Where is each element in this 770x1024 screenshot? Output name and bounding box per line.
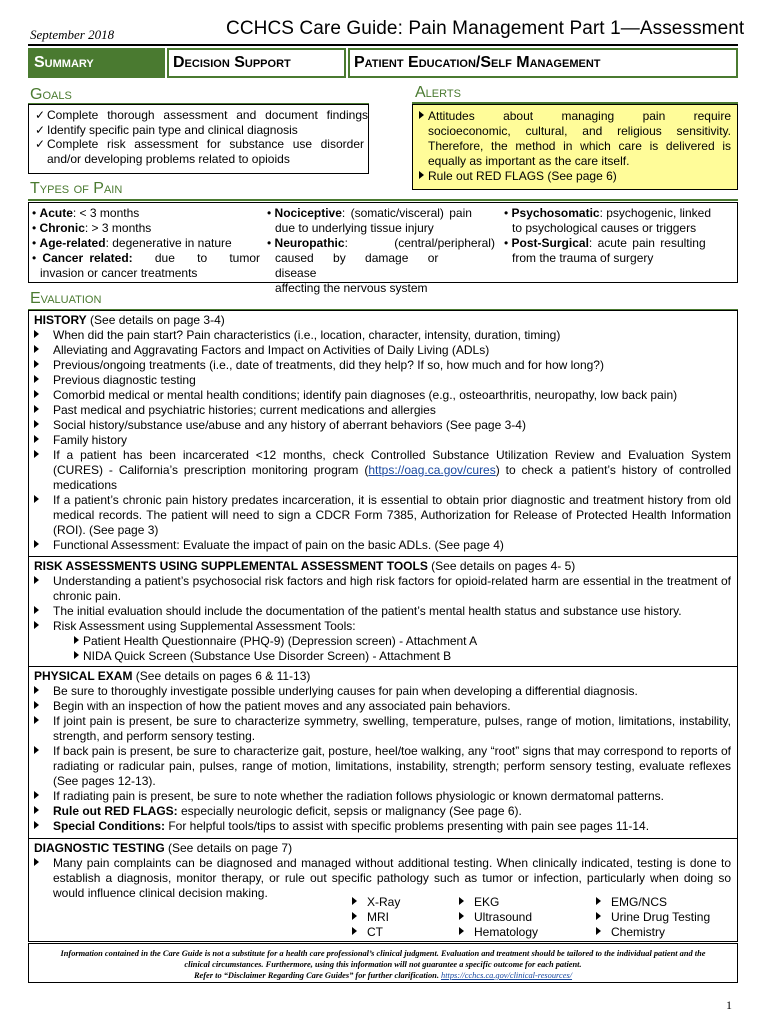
type-nociceptive: • Nociceptive: (somatic/visceral) pain [267, 206, 472, 220]
alerts-box [412, 104, 738, 190]
types-column-3 [504, 206, 736, 266]
test-item: Chemistry [596, 925, 710, 940]
bullet-arrow-icon [34, 686, 39, 694]
type-cancer: • Cancer related: due to tumor [32, 251, 260, 265]
exam-item: If radiating pain is present, be sure to note whether the radiation follows physiologic or known dermatomal patterns. [34, 789, 731, 804]
risk-section [28, 556, 738, 667]
exam-item: If back pain is present, be sure to characterize gait, posture, heel/toe walking, any “root” signs that may correspond to reports of radiating or radicular pain, pulses, range of motion, limitations, instability, strength; perform sensory testing, evaluate reflexes (See pages 12-13). [34, 744, 731, 789]
publication-date: September 2018 [30, 27, 115, 42]
risk-item: Understanding a patient’s psychosocial risk factors and high risk factors for opioid-related harm are essential in the treatment of chronic pain. [34, 574, 731, 604]
alert-item-continued: equally as important as the care itself. [428, 154, 630, 168]
bullet-arrow-icon [419, 111, 424, 119]
alerts-heading: Alerts [415, 84, 461, 101]
bullet-arrow-icon [596, 897, 601, 905]
bullet-arrow-icon [34, 606, 39, 614]
bullet-arrow-icon [34, 621, 39, 629]
exam-red-flags: Rule out RED FLAGS: especially neurologic deficit, sepsis or malignancy (See page 6). [34, 804, 731, 819]
goal-item: ✓ Identify specific pain type and clinical diagnosis [35, 122, 298, 137]
exam-section [28, 666, 738, 839]
test-item: Hematology [459, 925, 538, 940]
alert-item-continued: Therefore, the method in which care is delivered is [428, 139, 731, 153]
bullet-arrow-icon [34, 345, 39, 353]
header-divider [28, 44, 738, 46]
bullet-arrow-icon [34, 330, 39, 338]
exam-special-conditions: Special Conditions: For helpful tools/tips to assist with specific problems presenting with pain see pages 11-14. [34, 819, 731, 834]
bullet-arrow-icon [419, 171, 424, 179]
bullet-arrow-icon [34, 806, 39, 814]
clinical-resources-link[interactable]: https://cchcs.ca.gov/clinical-resources/ [441, 971, 573, 980]
test-item: Ultrasound [459, 910, 538, 925]
bullet-arrow-icon [34, 420, 39, 428]
diagnostic-tests-column-2 [459, 895, 538, 940]
bullet-arrow-icon [34, 746, 39, 754]
types-rule [28, 199, 738, 201]
diagnostic-tests-column-1 [352, 895, 400, 940]
type-neuropathic: • Neuropathic: (central/peripheral) [267, 236, 495, 250]
test-item: EKG [459, 895, 538, 910]
history-item-chronic: If a patient’s chronic pain history predates incarceration, it is essential to obtain prior diagnostic and treatment history from old medical records. The patient will need to sign a CDCR Form 7385, Authorization for Release of Protected Health Information (ROI). (See page 3) [34, 493, 731, 538]
bullet-arrow-icon [459, 897, 464, 905]
history-item: Comorbid medical or mental health conditions; identify pain diagnoses (e.g., osteoarthritis, neuropathy, low back pain) [34, 388, 731, 403]
bullet-arrow-icon [34, 375, 39, 383]
history-item: Alleviating and Aggravating Factors and Impact on Activities of Daily Living (ADLs) [34, 343, 731, 358]
goal-item-continued: and/or developing problems related to opioids [47, 151, 290, 166]
exam-title: PHYSICAL EXAM (See details on pages 6 & 11-13) [34, 669, 311, 683]
history-item: When did the pain start? Pain characteristics (i.e., location, character, intensity, duration, timing) [34, 328, 731, 343]
bullet-arrow-icon [34, 576, 39, 584]
bullet-arrow-icon [352, 927, 357, 935]
bullet-arrow-icon [74, 651, 79, 659]
history-item-functional: Functional Assessment: Evaluate the impact of pain on the basic ADLs. (See page 4) [34, 538, 731, 553]
alert-item: Rule out RED FLAGS (See page 6) [419, 169, 731, 184]
test-item: MRI [352, 910, 400, 925]
type-post-surgical: • Post-Surgical: acute pain resulting [504, 236, 706, 250]
history-item: Previous/ongoing treatments (i.e., date of treatments, did they help? If so, how much and for how long?) [34, 358, 731, 373]
disclaimer-footer [28, 943, 738, 983]
risk-item: Risk Assessment using Supplemental Assessment Tools: [34, 619, 731, 634]
type-cancer-continued: invasion or cancer treatments [40, 266, 198, 280]
alert-item-continued: socioeconomic, cultural, and religious sensitivity. [428, 124, 731, 138]
checkmark-icon: ✓ [35, 108, 46, 122]
checkmark-icon: ✓ [35, 122, 46, 137]
type-psychosomatic: • Psychosomatic: psychogenic, linked [504, 206, 711, 220]
page-title: CCHCS Care Guide: Pain Management Part 1—Assessment [226, 18, 745, 39]
types-box [28, 202, 738, 295]
bullet-arrow-icon [352, 912, 357, 920]
bullet-arrow-icon [34, 360, 39, 368]
test-item: X-Ray [352, 895, 400, 910]
bullet-arrow-icon [34, 435, 39, 443]
bullet-arrow-icon [34, 716, 39, 724]
goals-heading: Goals [30, 86, 72, 103]
checkmark-icon: ✓ [35, 137, 46, 152]
types-column-1 [32, 206, 260, 281]
cures-link[interactable]: https://oag.ca.gov/cures [368, 463, 496, 477]
history-item: Family history [34, 433, 731, 448]
type-acute: • Acute: < 3 months [32, 206, 140, 220]
goal-item: ✓ Complete risk assessment for substance use disorder [35, 137, 364, 152]
page-number: 1 [726, 998, 732, 1012]
bullet-arrow-icon [74, 636, 79, 644]
tab-decision-support[interactable]: Decision Support [167, 48, 346, 78]
exam-item: Be sure to thoroughly investigate possible underlying causes for pain when developing a differential diagnosis. [34, 684, 731, 699]
bullet-arrow-icon [34, 858, 39, 866]
risk-item: The initial evaluation should include the documentation of the patient’s mental health status and substance use history. [34, 604, 731, 619]
bullet-arrow-icon [34, 791, 39, 799]
tab-patient-education[interactable]: Patient Education/Self Management [348, 48, 738, 78]
exam-item: Begin with an inspection of how the patient moves and any associated pain behaviors. [34, 699, 731, 714]
bullet-arrow-icon [459, 912, 464, 920]
exam-item: If joint pain is present, be sure to characterize symmetry, swelling, temperature, pulses, range of motion, limitations, instability, strength, and perform sensory testing. [34, 714, 731, 744]
bullet-arrow-icon [34, 701, 39, 709]
history-item-cures: If a patient has been incarcerated <12 months, check Controlled Substance Utilization Review and Evaluation System (CURES) - California’s prescription monitoring program (https://oag.ca.gov/cures) to check a patient’s history of controlled medications [34, 448, 731, 493]
history-item: Previous diagnostic testing [34, 373, 731, 388]
history-item: Past medical and psychiatric histories; current medications and allergies [34, 403, 731, 418]
tab-summary[interactable]: Summary [28, 48, 165, 78]
diagnostic-tests-column-3 [596, 895, 710, 940]
evaluation-heading: Evaluation [30, 290, 102, 307]
bullet-arrow-icon [34, 540, 39, 548]
bullet-arrow-icon [34, 390, 39, 398]
risk-sub-item: Patient Health Questionnaire (PHQ-9) (Depression screen) - Attachment A [34, 634, 731, 649]
disclaimer-line: Information contained in the Care Guide is not a substitute for a health care professional’s clinical judgment. Evaluation and treatment should be tailored to the individual patient and the [60, 949, 706, 958]
bullet-arrow-icon [596, 927, 601, 935]
type-nociceptive-continued: due to underlying tissue injury [275, 221, 434, 235]
type-age-related: • Age-related: degenerative in nature [32, 236, 232, 250]
diagnostic-item: Many pain complaints can be diagnosed and managed without additional testing. When clinically indicated, testing is done to establish a diagnosis, monitor therapy, or rule out specific pathology such as tumor or infection, particularly when doing so would influence clinical decision making. [34, 856, 731, 901]
bullet-arrow-icon [34, 450, 39, 458]
bullet-arrow-icon [352, 897, 357, 905]
history-section [28, 310, 738, 557]
disclaimer-line: Refer to “Disclaimer Regarding Care Guides” for further clarification. https://cchcs.ca.gov/clinical-resources/ [193, 971, 573, 980]
history-item: Social history/substance use/abuse and any history of aberrant behaviors (See page 3-4) [34, 418, 731, 433]
bullet-arrow-icon [34, 495, 39, 503]
diagnostic-title: DIAGNOSTIC TESTING (See details on page 7) [34, 841, 293, 855]
disclaimer-line: clinical circumstances. Furthermore, using this information will not guarantee a specific outcome for each patient. [184, 960, 582, 969]
bullet-arrow-icon [459, 927, 464, 935]
test-item: Urine Drug Testing [596, 910, 710, 925]
alert-item: Attitudes about managing pain require [419, 109, 731, 124]
test-item: CT [352, 925, 400, 940]
types-column-2 [267, 206, 497, 296]
type-post-surgical-continued: from the trauma of surgery [512, 251, 654, 265]
type-psychosomatic-continued: to psychological causes or triggers [512, 221, 697, 235]
risk-title: RISK ASSESSMENTS USING SUPPLEMENTAL ASSESSMENT TOOLS (See details on pages 4- 5) [34, 559, 576, 573]
risk-sub-item: NIDA Quick Screen (Substance Use Disorder Screen) - Attachment B [34, 649, 731, 664]
bullet-arrow-icon [34, 405, 39, 413]
type-neuropathic-continued: caused by damage or disease [275, 251, 439, 280]
bullet-arrow-icon [34, 821, 39, 829]
goals-box [28, 104, 369, 174]
goal-item: ✓ Complete thorough assessment and document findings [35, 108, 368, 122]
type-neuropathic-continued: affecting the nervous system [275, 281, 428, 295]
types-heading: Types of Pain [30, 180, 123, 197]
type-chronic: • Chronic: > 3 months [32, 221, 152, 235]
history-title: HISTORY (See details on page 3-4) [34, 313, 225, 327]
bullet-arrow-icon [596, 912, 601, 920]
test-item: EMG/NCS [596, 895, 710, 910]
